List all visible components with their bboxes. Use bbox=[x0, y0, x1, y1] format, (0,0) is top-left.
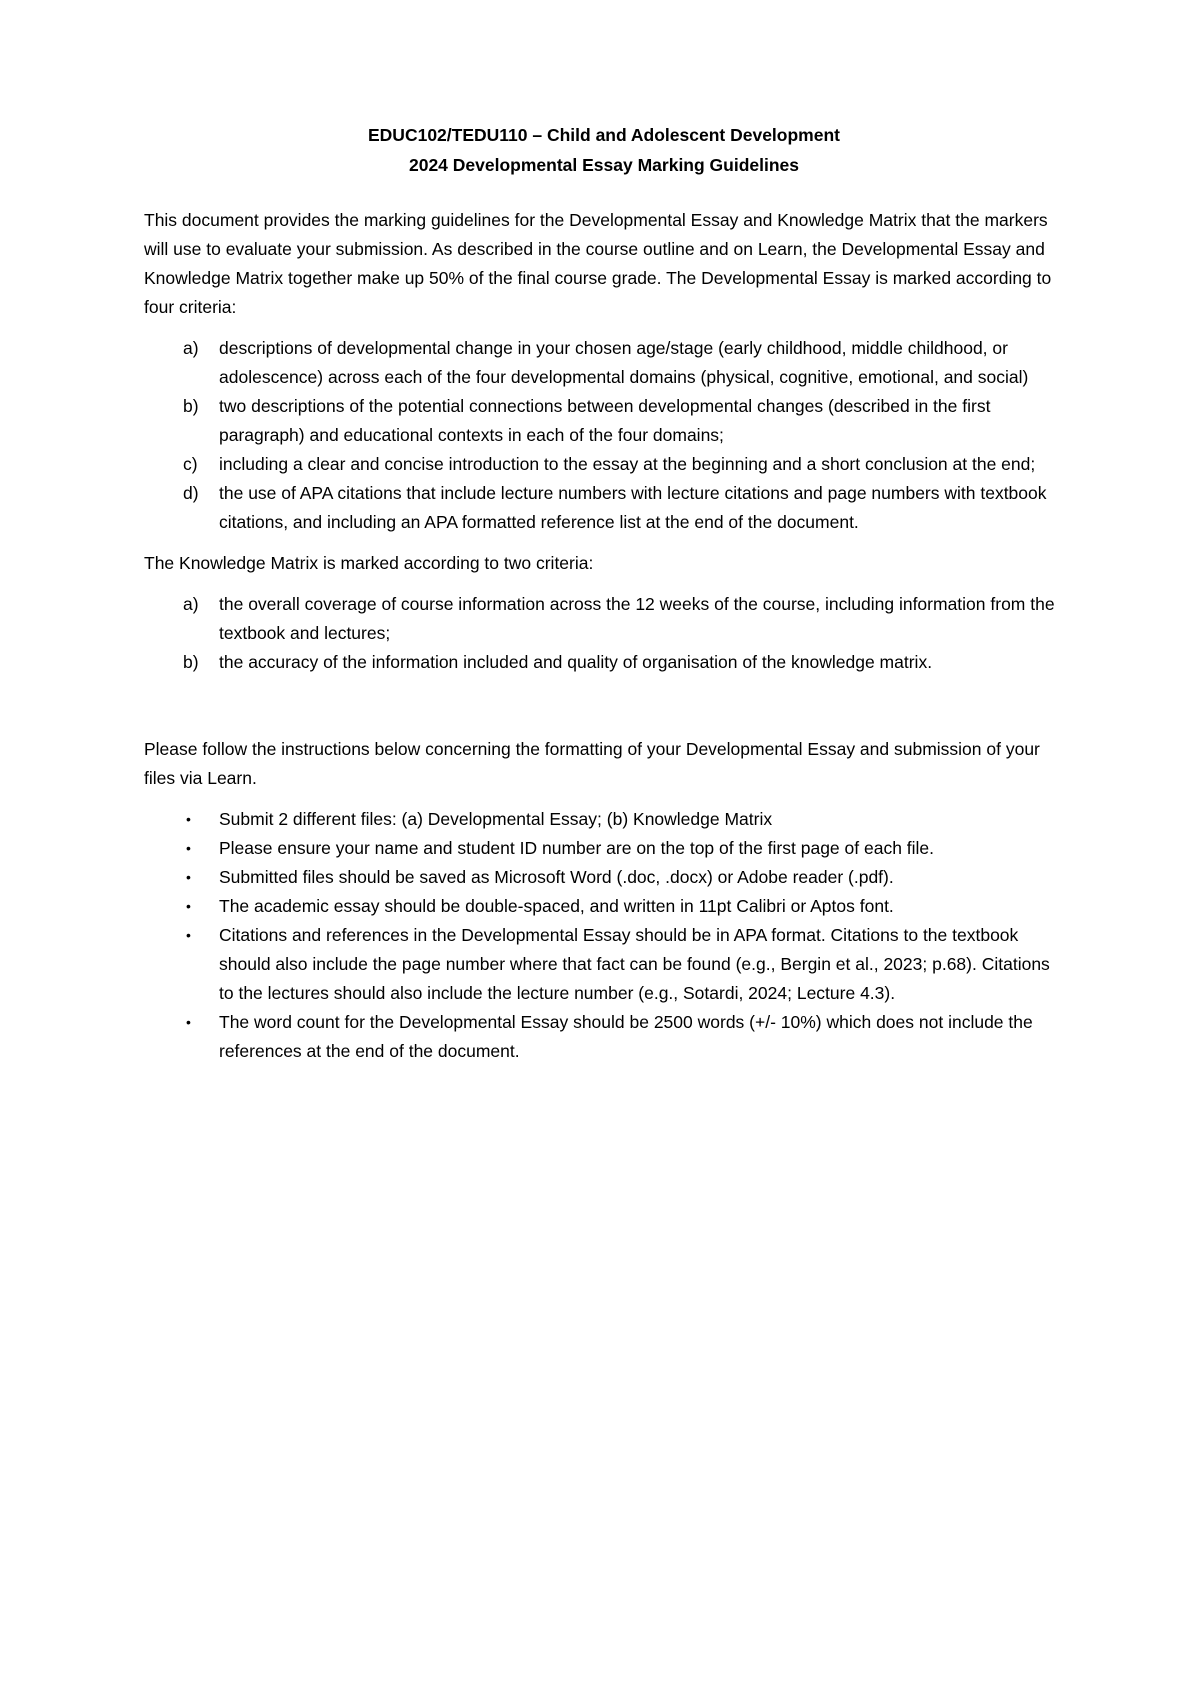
list-item-text: Submit 2 different files: (a) Developmental Essay; (b) Knowledge Matrix bbox=[219, 809, 773, 829]
list-item bbox=[144, 590, 1064, 648]
list-item-text: The academic essay should be double-spaced, and written in 11pt Calibri or Aptos font. bbox=[219, 896, 894, 916]
bullet-icon: • bbox=[186, 869, 191, 885]
list-item bbox=[144, 648, 1064, 677]
list-item bbox=[144, 863, 1064, 892]
list-item-text: Please ensure your name and student ID number are on the top of the first page of each file. bbox=[219, 838, 935, 858]
list-item bbox=[144, 921, 1064, 1008]
list-item bbox=[144, 479, 1064, 537]
list-item-text: the accuracy of the information included and quality of organisation of the knowledge matrix. bbox=[219, 652, 933, 672]
list-item-text: including a clear and concise introduction to the essay at the beginning and a short conclusion at the end; bbox=[219, 454, 1036, 474]
list-item bbox=[144, 392, 1064, 450]
instructions-intro-paragraph: Please follow the instructions below concerning the formatting of your Developmental Essay and submission of your files via Learn. bbox=[144, 739, 1040, 788]
list-item bbox=[144, 450, 1064, 479]
bullet-icon: • bbox=[186, 811, 191, 827]
list-marker: a) bbox=[183, 338, 199, 358]
list-marker: a) bbox=[183, 594, 199, 614]
section-spacer bbox=[144, 689, 1064, 735]
list-item bbox=[144, 892, 1064, 921]
list-item-text: The word count for the Developmental Essay should be 2500 words (+/- 10%) which does not include the references at the end of the document. bbox=[219, 1012, 1033, 1061]
list-item bbox=[144, 834, 1064, 863]
bullet-icon: • bbox=[186, 1014, 191, 1030]
list-marker: b) bbox=[183, 396, 199, 416]
instructions-list bbox=[144, 805, 1064, 1066]
document-title bbox=[144, 120, 1064, 180]
list-item bbox=[144, 1008, 1064, 1066]
intro-paragraph: This document provides the marking guidelines for the Developmental Essay and Knowledge Matrix that the markers will use to evaluate your submission. As described in the course outline and on Learn, the Developmental Essay and Knowledge Matrix together make up 50% of the final course grade. The Developmental Essay is marked according to four criteria: bbox=[144, 210, 1052, 317]
title-course: EDUC102/TEDU110 – Child and Adolescent Development bbox=[368, 125, 840, 145]
bullet-icon: • bbox=[186, 898, 191, 914]
list-marker: d) bbox=[183, 483, 199, 503]
list-item bbox=[144, 334, 1064, 392]
document-page bbox=[144, 120, 1064, 1066]
list-marker: c) bbox=[183, 454, 198, 474]
list-item-text: descriptions of developmental change in your chosen age/stage (early childhood, middle childhood, or adolescence) across each of the four developmental domains (physical, cognitive, emotional, and social) bbox=[219, 338, 1029, 387]
list-item-text: the overall coverage of course information across the 12 weeks of the course, including information from the textbook and lectures; bbox=[219, 594, 1055, 643]
matrix-criteria-list bbox=[144, 590, 1064, 677]
list-item-text: two descriptions of the potential connections between developmental changes (described in the first paragraph) and educational contexts in each of the four domains; bbox=[219, 396, 991, 445]
list-item-text: Submitted files should be saved as Microsoft Word (.doc, .docx) or Adobe reader (.pdf). bbox=[219, 867, 894, 887]
essay-criteria-list bbox=[144, 334, 1064, 537]
bullet-icon: • bbox=[186, 927, 191, 943]
title-guidelines: 2024 Developmental Essay Marking Guidelines bbox=[408, 155, 800, 175]
matrix-intro-paragraph: The Knowledge Matrix is marked according to two criteria: bbox=[144, 553, 594, 573]
list-item-text: the use of APA citations that include lecture numbers with lecture citations and page numbers with textbook citations, and including an APA formatted reference list at the end of the document. bbox=[219, 483, 1047, 532]
list-item bbox=[144, 805, 1064, 834]
bullet-icon: • bbox=[186, 840, 191, 856]
list-marker: b) bbox=[183, 652, 199, 672]
list-item-text: Citations and references in the Developmental Essay should be in APA format. Citations to the textbook should also include the page number where that fact can be found (e.g., Bergin et al., 2023; p.68). Citations to the lectures should also include the lecture number (e.g., Sotardi, 2024; Lecture 4.3). bbox=[219, 925, 1050, 1003]
